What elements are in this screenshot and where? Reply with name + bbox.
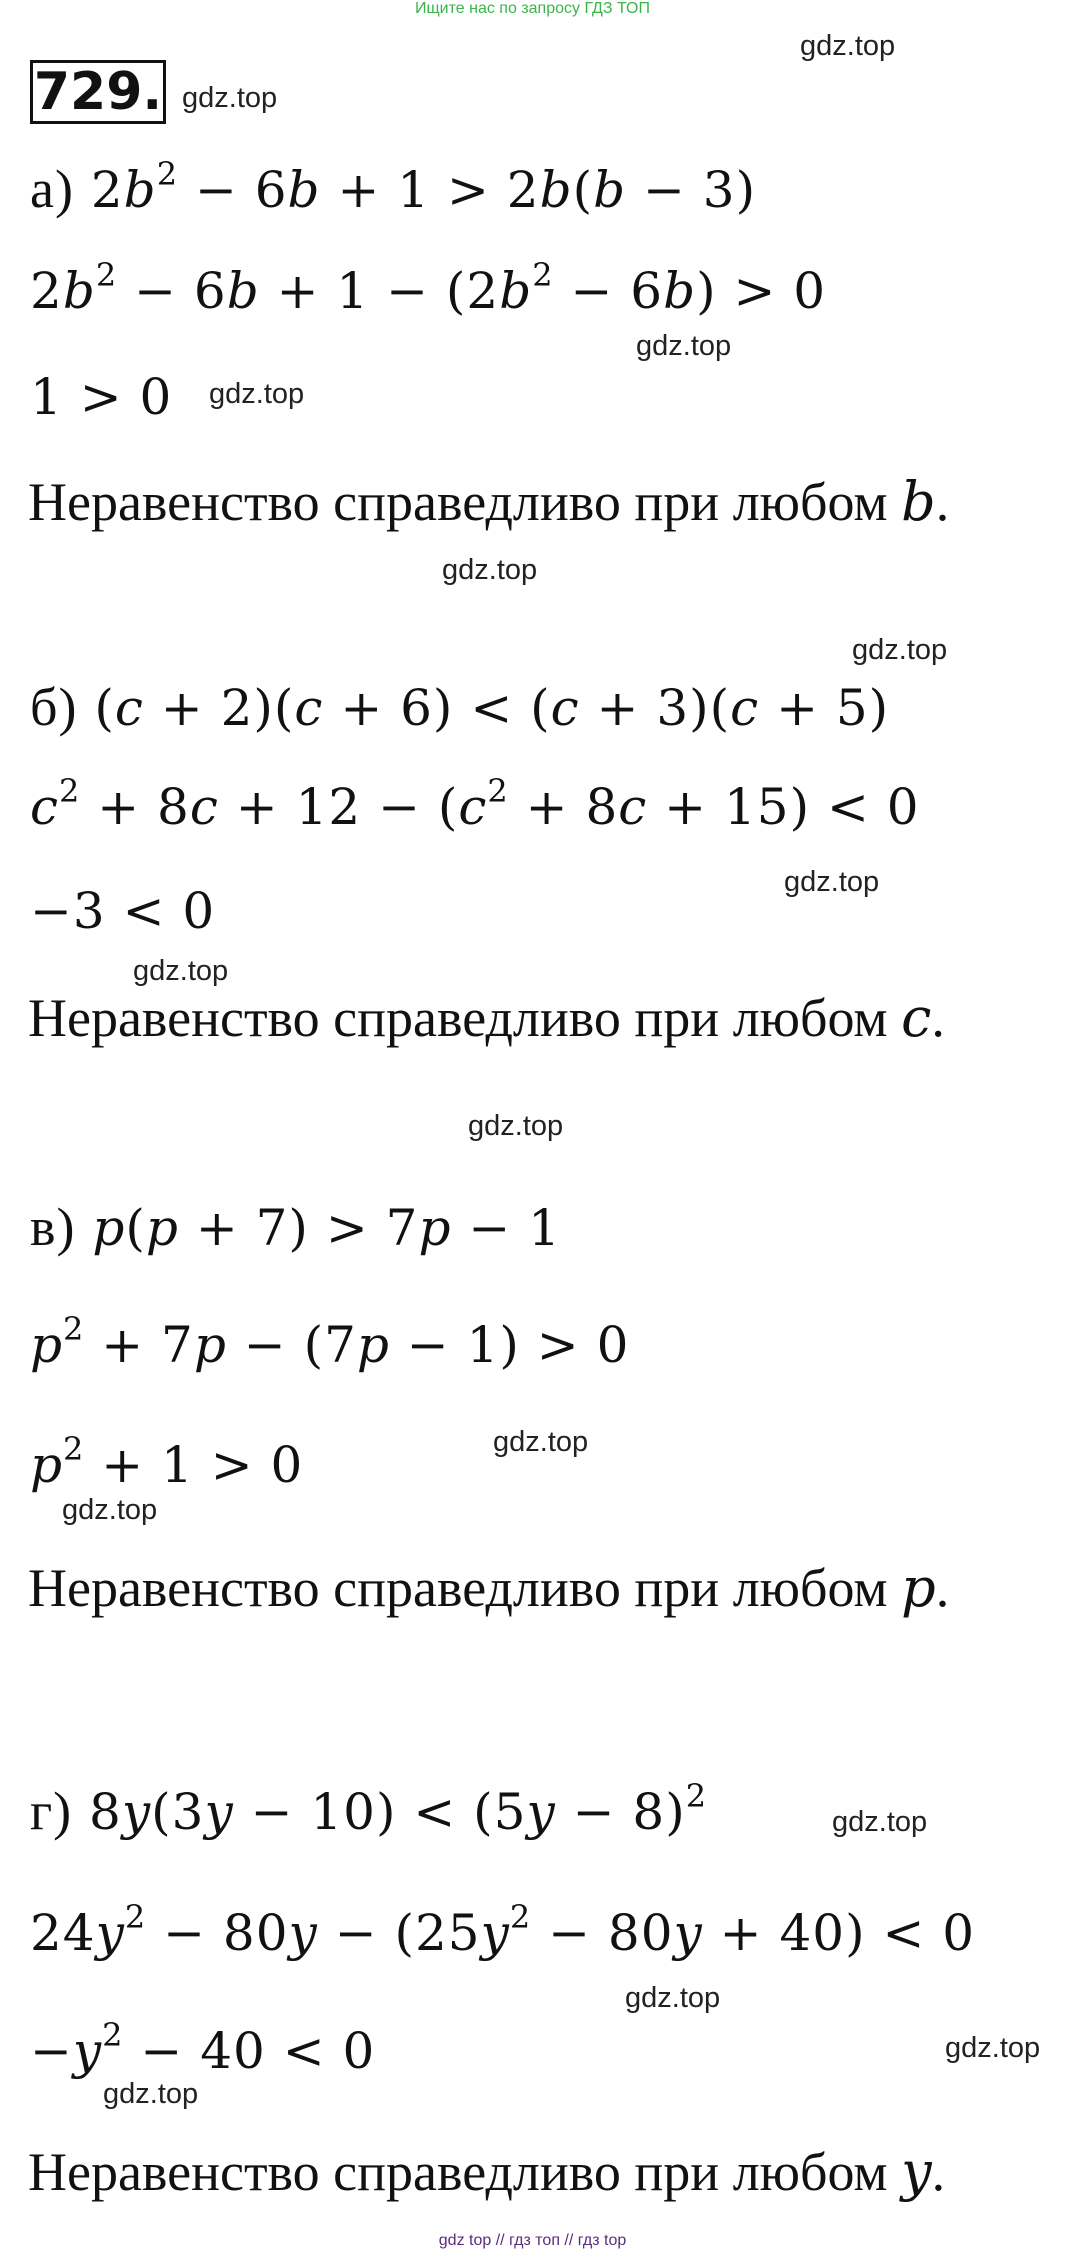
watermark: gdz.top	[784, 866, 880, 898]
watermark: gdz.top	[625, 1982, 721, 2014]
part-a-step-1: $2b^2 - 6b + 1 - (2b^2 - 6b) > 0$	[30, 256, 827, 320]
part-b-step-2: −3 < 0	[30, 882, 216, 940]
watermark: gdz.top	[62, 1494, 158, 1526]
part-d-label: г)	[30, 1781, 73, 1841]
conclusion-variable: y	[901, 2140, 932, 2203]
conclusion-variable: b	[901, 470, 936, 533]
part-b-condition: б) (c + 2)(c + 6) < (c + 3)(c + 5)	[30, 677, 890, 737]
watermark: gdz.top	[945, 2032, 1041, 2064]
top-note: Ищите нас по запросу ГДЗ ТОП	[415, 0, 650, 17]
watermark: gdz.top	[852, 634, 948, 666]
task-number: 729.	[30, 60, 166, 124]
part-a-condition: а) $2b^2 - 6b + 1 > 2b(b - 3)$	[30, 155, 757, 219]
conclusion-text: Неравенство справедливо при любом	[28, 1558, 888, 1618]
part-c-conclusion: Неравенство справедливо при любом p.	[28, 1556, 950, 1619]
part-d-conclusion: Неравенство справедливо при любом y.	[28, 2140, 946, 2203]
part-c-condition: в) p(p + 7) > 7p − 1	[30, 1197, 561, 1257]
conclusion-text: Неравенство справедливо при любом	[28, 2142, 888, 2202]
part-b-step-1: $c^2 + 8c + 12 - (c^2 + 8c + 15) < 0$	[30, 772, 920, 836]
watermark: gdz.top	[442, 554, 538, 586]
watermark: gdz.top	[636, 330, 732, 362]
watermark: gdz.top	[493, 1426, 589, 1458]
part-a-conclusion: Неравенство справедливо при любом b.	[28, 470, 950, 533]
watermark: gdz.top	[832, 1806, 928, 1838]
part-b-label: б)	[30, 677, 78, 737]
part-a-step-2: 1 > 0	[30, 368, 173, 426]
part-b-conclusion: Неравенство справедливо при любом c.	[28, 986, 945, 1049]
watermark: gdz.top	[800, 30, 896, 62]
part-d-step-1: $24y^2 - 80y - (25y^2 - 80y + 40) < 0$	[30, 1898, 976, 1962]
conclusion-variable: c	[901, 986, 932, 1049]
part-c-step-1: $p^2 + 7p - (7p - 1) > 0$	[30, 1310, 630, 1374]
watermark: gdz.top	[103, 2078, 199, 2110]
watermark: gdz.top	[133, 955, 229, 987]
part-a-label: а)	[30, 159, 74, 219]
conclusion-text: Неравенство справедливо при любом	[28, 988, 888, 1048]
footer: gdz top // гдз топ // гдз top	[438, 2232, 627, 2249]
part-d-condition: г) $8y(3y - 10) < (5y - 8)^2$	[30, 1777, 708, 1841]
part-c-step-2: $p^2 + 1 > 0$	[30, 1430, 304, 1494]
watermark: gdz.top	[468, 1110, 564, 1142]
part-c-label: в)	[30, 1197, 76, 1257]
conclusion-variable: p	[901, 1556, 936, 1619]
watermark: gdz.top	[182, 82, 278, 114]
conclusion-text: Неравенство справедливо при любом	[28, 472, 888, 532]
watermark: gdz.top	[209, 378, 305, 410]
part-d-step-2: $-y^2 - 40 < 0$	[30, 2016, 376, 2080]
